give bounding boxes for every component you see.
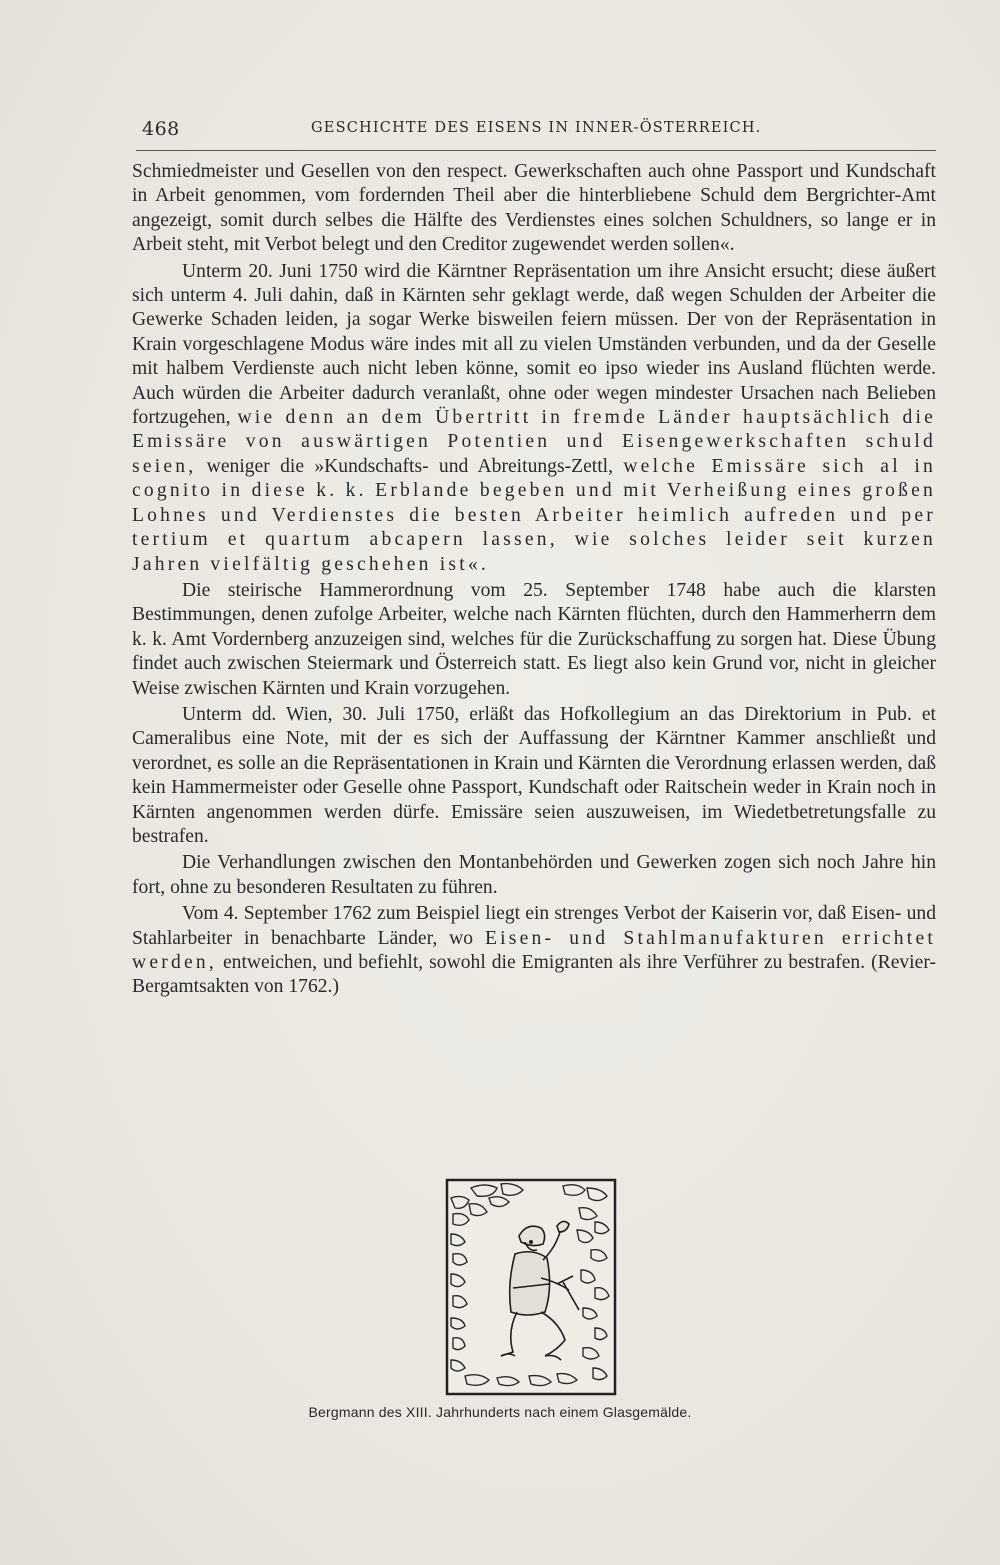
paragraph-2-part-c: weniger die »Kundschafts- und Abreitungs-Zettl, xyxy=(206,455,614,477)
paragraph-2-spaced-a: wie denn an dem Übertritt in fremde Länder hauptsächlich die Emissäre von auswärtigen Potentien und Eisengewerkschaften schuld seien, xyxy=(132,407,936,477)
running-title: GESCHICHTE DES EISENS IN INNER-ÖSTERREICH. xyxy=(311,120,762,136)
paragraph-6-spaced: Eisen- und Stahlmanufakturen errichtet werden, xyxy=(132,927,936,973)
paragraph-6-part-a: Vom 4. September 1762 zum Beispiel liegt ein strenges Verbot der Kaiserin vor, daß Eisen- und Stahlarbeiter in benachbarte Länder, wo xyxy=(132,903,936,949)
paragraph-5: Die Verhandlungen zwischen den Montanbehörden und Gewerken zogen sich noch Jahre hin fort, ohne zu besonderen Resultaten zu führen. xyxy=(132,852,936,898)
paragraph-6 xyxy=(132,902,936,1000)
paragraph-4: Unterm dd. Wien, 30. Juli 1750, erläßt das Hofkollegium an das Direktorium in Pub. et Cameralibus eine Note, mit der es sich der Auffassung der Kärntner Kammer anschließt und verordnet, es solle an die Repräsentationen in Krain und Kärnten die Verordnung erlassen werden, daß kein Hammermeister oder Geselle ohne Passport, Kundschaft oder Raitschein weder in Krain noch in Kärnten angenommen werden dürfe. Emissäre seien auszuweisen, im Wiedetbetretungsfalle zu bestrafen. xyxy=(132,703,936,847)
paragraph-1: Schmiedmeister und Gesellen von den respect. Gewerkschaften auch ohne Passport und Kundschaft in Arbeit genommen, vom fordernden Theil aber die hinterbliebene Schuld dem Bergrichter-Amt angezeigt, somit durch selbes die Hälfte des Verdienstes eines solchen Schuldners, so lange er in Arbeit steht, mit Verbot belegt und den Creditor zugewendet werden sollen«. xyxy=(132,161,936,256)
paragraph-2 xyxy=(132,260,936,577)
paragraph-6-part-c: entweichen, und befiehlt, sowohl die Emigranten als ihre Verführer zu bestrafen. (Revier-Bergamtsakten von 1762.) xyxy=(132,952,936,998)
paragraph-2-spaced-b: welche Emissäre sich al in cognito in diese k. k. Erblande begeben und mit Verheißung eines großen Lohnes und Verdienstes die besten Arbeiter heimlich aufreden und per tertium et quartum abcapern lassen, wie solches leider seit kurzen Jahren vielfältig geschehen ist«. xyxy=(132,455,936,575)
paragraph-3: Die steirische Hammerordnung vom 25. September 1748 habe auch die klarsten Bestimmungen, denen zufolge Arbeiter, welche nach Kärnten flüchten, durch den Hammerherrn dem k. k. Amt Vordernberg anzuzeigen sind, welches für die Zurückschaffung zu sorgen hat. Diese Übung findet auch zwischen Steiermark und Österreich statt. Es liegt also kein Grund vor, nicht in gleicher Weise zwischen Kärnten und Krain vorzugehen. xyxy=(132,579,936,699)
paragraph-2-part-a: Unterm 20. Juni 1750 wird die Kärntner Repräsentation um ihre Ansicht ersucht; diese äußert sich unterm 4. Juli dahin, daß in Kärnten sehr geklagt werde, daß wegen Schulden der Arbeiter die Gewerke Schaden leiden, ja sogar Werke bisweilen feiern müssen. Der von der Repräsentation in Krain vorgeschlagene Modus wäre indes mit all zu vielen Umständen verbunden, und da der Geselle mit halbem Verdienste auch nicht leben könne, somit eo ipso wieder ins Ausland flüchten werde. Auch würden die Arbeiter dadurch veranlaßt, ohne oder wegen mindester Ursachen nach Belieben fortzugehen, xyxy=(132,260,936,429)
page-number: 468 xyxy=(142,118,180,140)
body-text xyxy=(132,160,936,1000)
figure-caption: Bergmann des XIII. Jahrhunderts nach einem Glasgemälde. xyxy=(308,1404,692,1420)
miner-illustration xyxy=(445,1178,617,1396)
page-header xyxy=(136,116,936,151)
